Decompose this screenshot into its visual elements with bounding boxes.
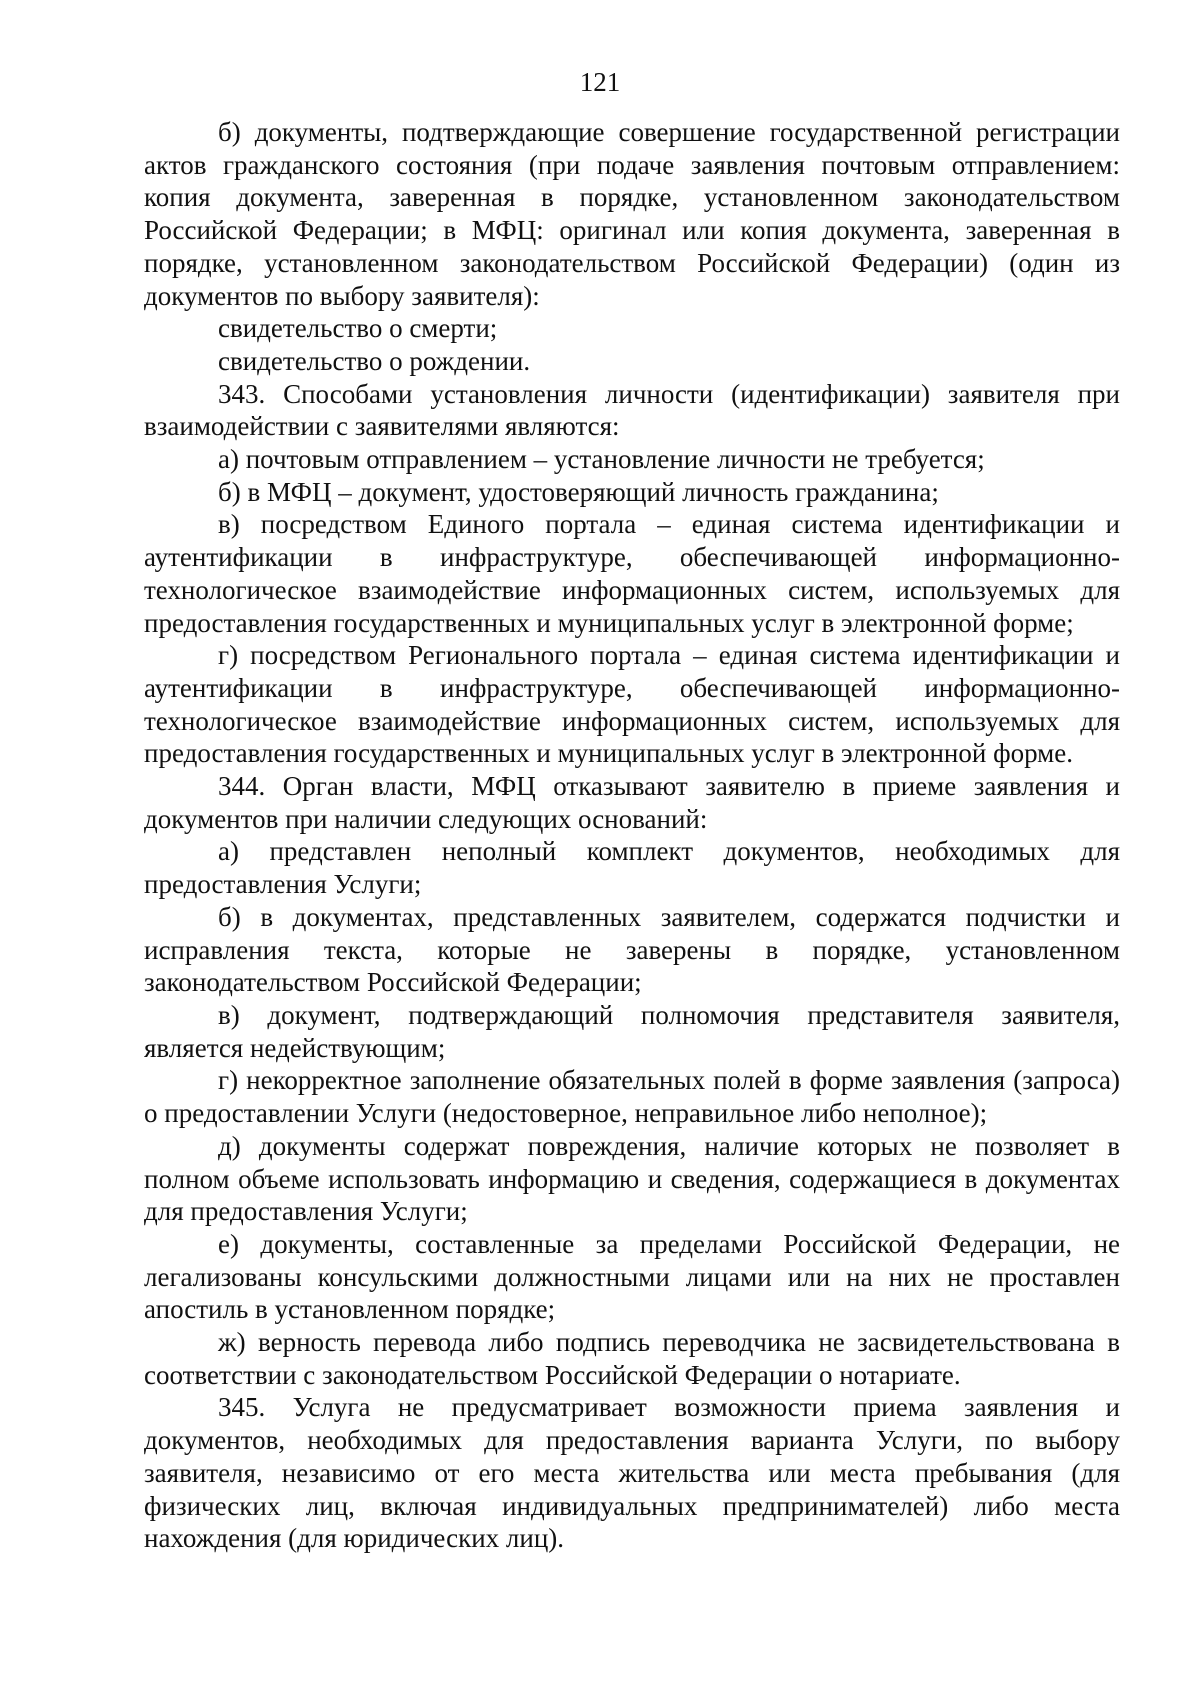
paragraph-344-d: д) документы содержат повреждения, наличие которых не позволяет в полном объеме использовать информацию и сведения, содержащиеся в документах для предоставления Услуги; bbox=[144, 1130, 1120, 1227]
paragraph-344-g: г) некорректное заполнение обязательных полей в форме заявления (запроса) о предоставлении Услуги (недостоверное, неправильное либо неполное); bbox=[144, 1065, 1120, 1129]
paragraph-344-a: а) представлен неполный комплект документов, необходимых для предоставления Услуги; bbox=[144, 836, 1120, 900]
paragraph-343-g: г) посредством Регионального портала – единая система идентификации и аутентификации в инфраструктуре, обеспечивающей информационно-технологическое взаимодействие информационных систем, используемых для предоставления государственных и муниципальных услуг в электронной форме. bbox=[144, 640, 1120, 769]
paragraph-344-v: в) документ, подтверждающий полномочия представителя заявителя, является недействующим; bbox=[144, 999, 1120, 1063]
paragraph-343-b: б) в МФЦ – документ, удостоверяющий личность гражданина; bbox=[218, 476, 939, 507]
paragraph-343: 343. Способами установления личности (идентификации) заявителя при взаимодействии с заявителями являются: bbox=[144, 378, 1120, 442]
page-number: 121 bbox=[579, 67, 621, 97]
document-body bbox=[144, 116, 1120, 1555]
paragraph-item-b-documents: б) документы, подтверждающие совершение государственной регистрации актов гражданского состояния (при подаче заявления почтовым отправлением: копия документа, заверенная в порядке, установленном законодательством Российской Федерации; в МФЦ: оригинал или копия документа, заверенная в порядке, установленном законодательством Российской Федерации) (один из документов по выбору заявителя): bbox=[144, 117, 1120, 311]
paragraph-343-a: а) почтовым отправлением – установление личности не требуется; bbox=[218, 444, 985, 475]
paragraph-345: 345. Услуга не предусматривает возможности приема заявления и документов, необходимых для предоставления варианта Услуги, по выбору заявителя, независимо от его места жительства или места пребывания (для физических лиц, включая индивидуальных предпринимателей) либо места нахождения (для юридических лиц). bbox=[144, 1392, 1120, 1554]
paragraph-344-b: б) в документах, представленных заявителем, содержатся подчистки и исправления текста, которые не заверены в порядке, установленном законодательством Российской Федерации; bbox=[144, 901, 1120, 998]
paragraph-344: 344. Орган власти, МФЦ отказывают заявителю в приеме заявления и документов при наличии следующих оснований: bbox=[144, 771, 1120, 834]
paragraph-344-e: е) документы, составленные за пределами Российской Федерации, не легализованы консульскими должностными лицами или на них не проставлен апостиль в установленном порядке; bbox=[144, 1228, 1120, 1325]
paragraph-343-v: в) посредством Единого портала – единая система идентификации и аутентификации в инфраструктуре, обеспечивающей информационно-технологическое взаимодействие информационных систем, используемых для предоставления государственных и муниципальных услуг в электронной форме; bbox=[144, 509, 1120, 638]
paragraph-death-certificate: свидетельство о смерти; bbox=[218, 313, 498, 344]
paragraph-344-zh: ж) верность перевода либо подпись переводчика не засвидетельствована в соответствии с законодательством Российской Федерации о нотариате. bbox=[144, 1327, 1120, 1390]
paragraph-birth-certificate: свидетельство о рождении. bbox=[218, 345, 531, 376]
